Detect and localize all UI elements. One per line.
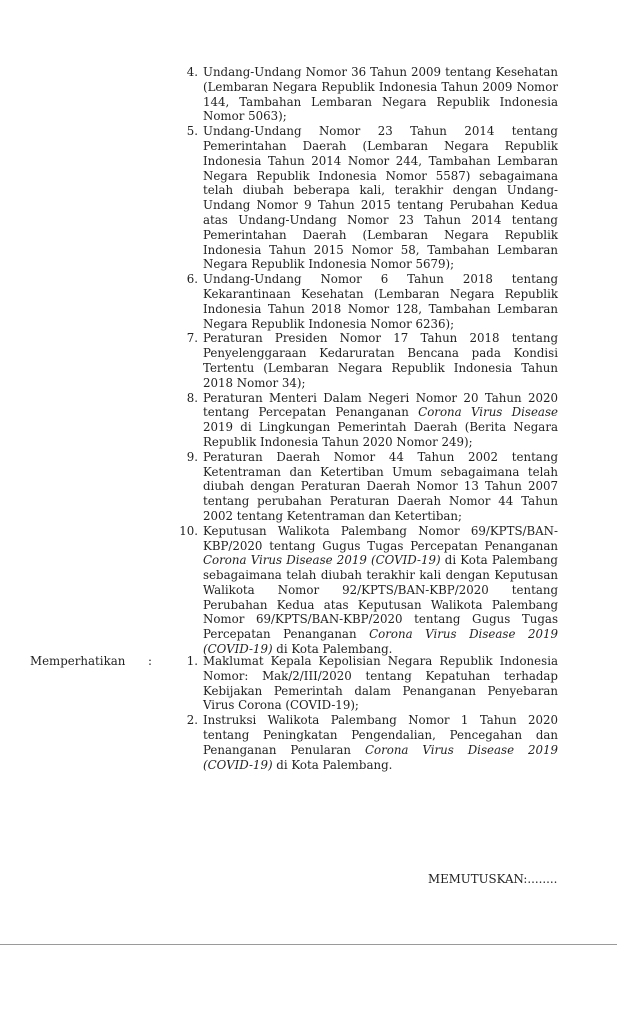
list-item [172, 391, 558, 450]
list-item [172, 272, 558, 331]
item-number: 7. [186, 331, 198, 346]
text-run: Peraturan Daerah Nomor 44 Tahun 2002 tentang Ketentraman dan Ketertiban Umum sebagaimana telah diubah dengan Peraturan Daerah Nomor 13 Tahun 2007 tentang perubahan Peraturan Daerah Nomor 44 Tahun 2002 tentang Ketentraman dan Ketertiban; [203, 449, 558, 523]
list-item [172, 654, 558, 713]
list-item [172, 713, 558, 772]
item-number: 6. [186, 272, 198, 287]
item-number: 5. [186, 124, 198, 139]
decide-heading: MEMUTUSKAN:........ [428, 872, 558, 886]
item-text [203, 654, 558, 713]
item-text [203, 331, 558, 390]
item-text [203, 713, 558, 772]
text-run: di Kota Palembang sebagaimana telah diubah terakhir kali dengan Keputusan Walikota Nomor 92/KPTS/BAN-KBP/2020 tentang Perubahan Kedua atas Keputusan Walikota Palembang Nomor 69/KPTS/BAN-KBP/2020 tentang Gugus Tugas Percepatan Penanganan [203, 553, 558, 642]
considering-label: Memperhatikan [30, 654, 126, 668]
italic-term: Corona Virus Disease 2019 (COVID-19) [203, 742, 559, 772]
text-run: Peraturan Menteri Dalam Negeri Nomor 20 Tahun 2020 tentang Percepatan Penanganan [203, 390, 558, 420]
item-number: 8. [186, 390, 198, 405]
item-text [203, 524, 558, 657]
list-item [172, 331, 558, 390]
considering-colon: : [148, 654, 152, 668]
item-text [203, 65, 558, 124]
footer-divider [0, 944, 617, 945]
list-item [172, 450, 558, 524]
text-run: di Kota Palembang. [272, 642, 393, 657]
legal-basis-list [172, 65, 558, 657]
text-run: 2019 di Lingkungan Pemerintah Daerah (Berita Negara Republik Indonesia Tahun 2020 Nomor 249); [203, 420, 558, 449]
item-number: 10. [179, 523, 198, 538]
list-item [172, 124, 558, 272]
list-item [172, 524, 558, 657]
text-run: Undang-Undang Nomor 6 Tahun 2018 tentang Kekarantinaan Kesehatan (Lembaran Negara Republik Indonesia Tahun 2018 Nomor 128, Tambahan Lembaran Negara Republik Indonesia Nomor 6236); [203, 272, 558, 331]
item-number: 9. [186, 449, 198, 464]
text-run: di Kota Palembang. [272, 757, 393, 772]
list-item [172, 65, 558, 124]
text-run: Peraturan Presiden Nomor 17 Tahun 2018 tentang Penyelenggaraan Kedaruratan Bencana pada Kondisi Tertentu (Lembaran Negara Republik Indonesia Tahun 2018 Nomor 34); [203, 331, 558, 390]
text-run: Maklumat Kepala Kepolisian Negara Republik Indonesia Nomor: Mak/2/III/2020 tentang Kepatuhan terhadap Kebijakan Pemerintah dalam Penanganan Penyebaran Virus Corona (COVID-19); [203, 654, 558, 713]
italic-term: Corona Virus Disease [418, 405, 558, 420]
item-text [203, 272, 558, 331]
item-text [203, 124, 558, 272]
item-number: 4. [186, 65, 198, 79]
item-number: 2. [186, 713, 198, 728]
item-number: 1. [186, 654, 198, 668]
italic-term: Corona Virus Disease 2019 (COVID-19) [203, 553, 441, 568]
item-text [203, 450, 558, 524]
considering-list [172, 654, 558, 772]
text-run: Keputusan Walikota Palembang Nomor 69/KPTS/BAN-KBP/2020 tentang Gugus Tugas Percepatan Penanganan [203, 523, 558, 553]
text-run: Instruksi Walikota Palembang Nomor 1 Tahun 2020 tentang Peningkatan Pengendalian, Pencegahan dan Penanganan Penularan [203, 713, 558, 757]
italic-term: Corona Virus Disease 2019 (COVID-19) [203, 627, 558, 657]
text-run: Undang-Undang Nomor 23 Tahun 2014 tentang Pemerintahan Daerah (Lembaran Negara Republik Indonesia Tahun 2014 Nomor 244, Tambahan Lembaran Negara Republik Indonesia Nomor 5587) sebagaimana telah diubah beberapa kali, terakhir dengan Undang-Undang Nomor 9 Tahun 2015 tentang Perubahan Kedua atas Undang-Undang Nomor 23 Tahun 2014 tentang Pemerintahan Daerah (Lembaran Negara Republik Indonesia Tahun 2015 Nomor 58, Tambahan Lembaran Negara Republik Indonesia Nomor 5679); [203, 124, 558, 272]
item-text [203, 391, 558, 450]
text-run: Undang-Undang Nomor 36 Tahun 2009 tentang Kesehatan (Lembaran Negara Republik Indonesia Tahun 2009 Nomor 144, Tambahan Lembaran Negara Republik Indonesia Nomor 5063); [203, 65, 558, 124]
